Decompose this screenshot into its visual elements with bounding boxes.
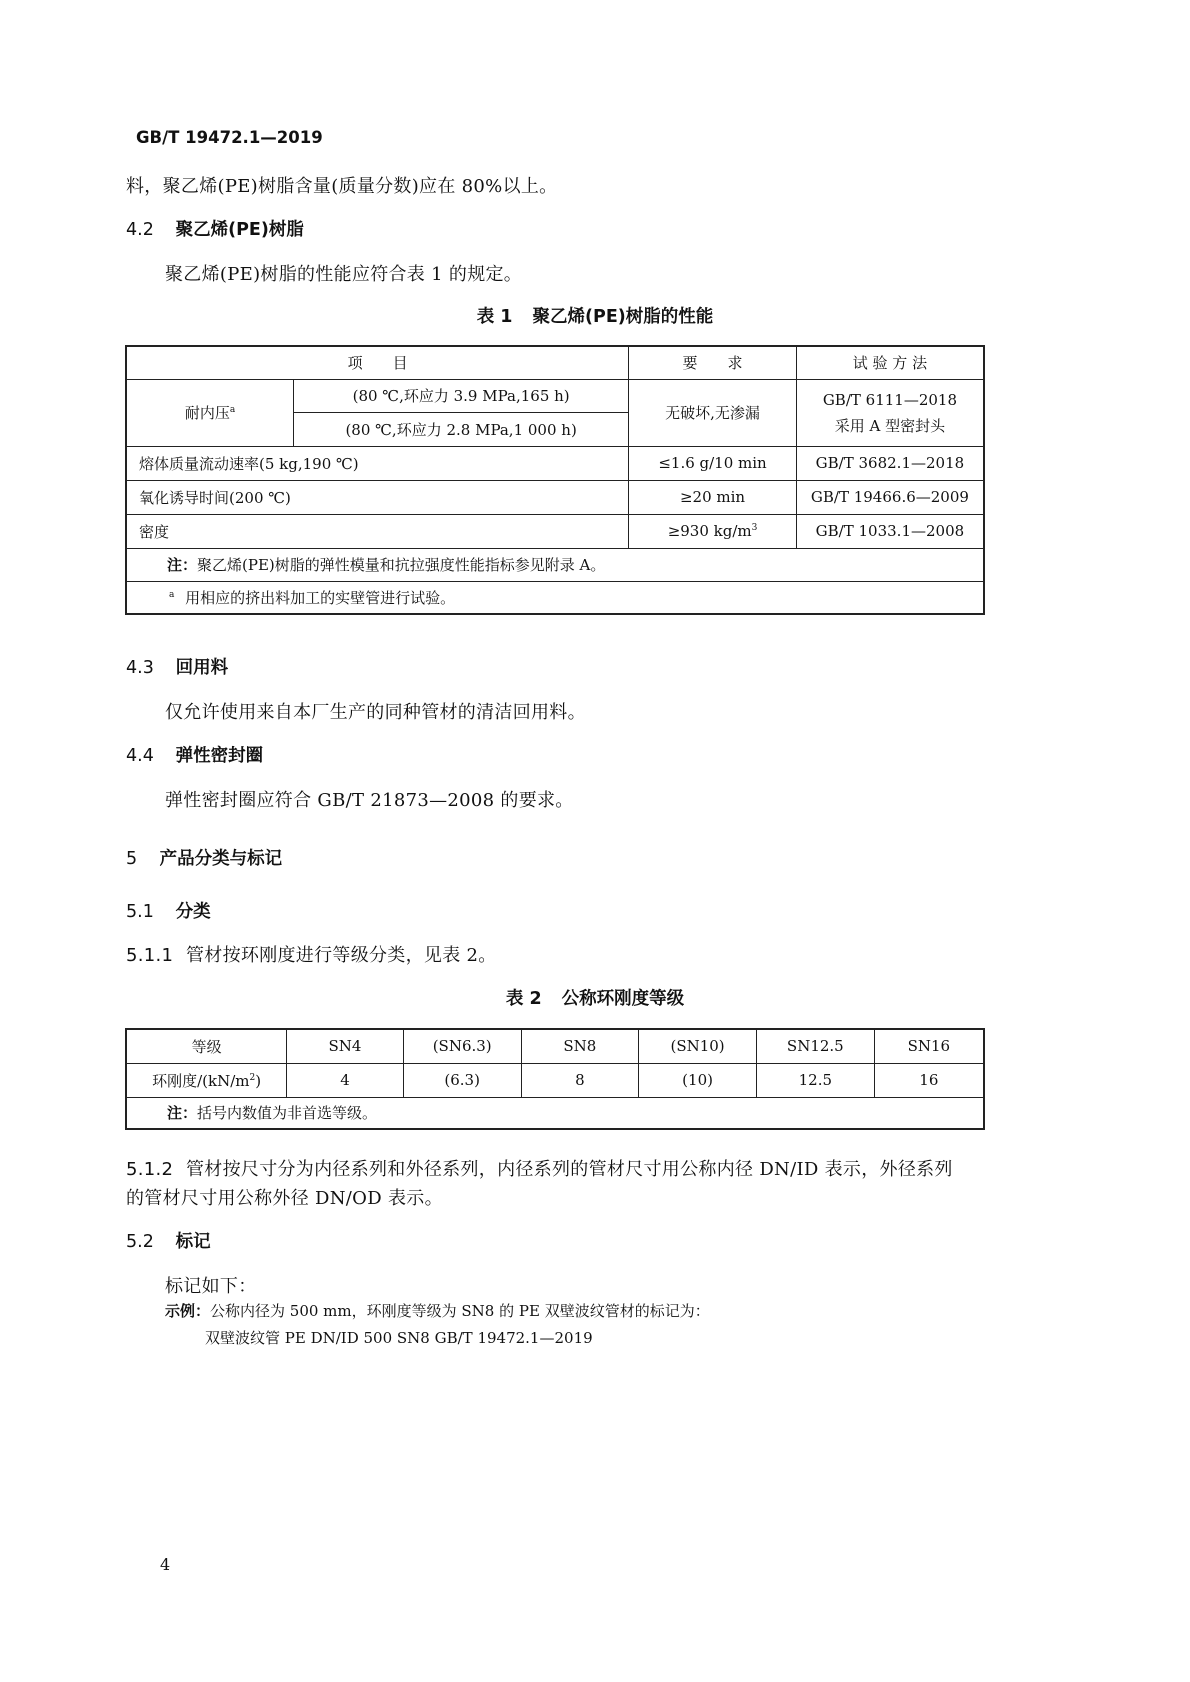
section-number: 4.2 (126, 220, 154, 240)
stiffness-value: 16 (874, 1063, 984, 1097)
continuation-paragraph: 料，聚乙烯(PE)树脂含量(质量分数)应在 80%以上。 (126, 176, 558, 197)
page-number: 4 (160, 1555, 171, 1574)
table-row (126, 1063, 984, 1097)
section-5-1-2-line-1 (126, 1155, 953, 1181)
grade-cell: (SN10) (639, 1029, 757, 1063)
section-number: 5.2 (126, 1232, 154, 1252)
stiffness-value: 12.5 (756, 1063, 874, 1097)
grade-cell: (SN6.3) (403, 1029, 521, 1063)
section-body: 管材按环刚度进行等级分类，见表 2。 (186, 945, 497, 966)
mfr-label: 熔体质量流动速率(5 kg,190 ℃) (126, 446, 629, 480)
pressure-method-1: GB/T 6111—2018 (822, 390, 958, 409)
table-row (126, 548, 984, 581)
note-text: 括号内数值为非首选等级。 (197, 1104, 378, 1123)
table1-caption (0, 303, 1190, 328)
standard-id (136, 128, 323, 147)
stiffness-value: (10) (639, 1063, 757, 1097)
footnote-marker: a (169, 589, 175, 600)
density-exponent: 3 (751, 523, 758, 533)
header-method: 试 验 方 法 (796, 346, 984, 379)
note-label: 注： (167, 556, 198, 574)
pressure-method-2: 采用 A 型密封头 (834, 416, 946, 435)
grade-cell: SN16 (874, 1029, 984, 1063)
section-5-2-body: 标记如下： (165, 1276, 257, 1297)
grade-label: 等级 (126, 1029, 287, 1063)
example-text: 公称内径为 500 mm，环刚度等级为 SN8 的 PE 双壁波纹管材的标记为： (210, 1302, 710, 1320)
table2-caption-title: 公称环刚度等级 (561, 989, 685, 1009)
section-title: 聚乙烯(PE)树脂 (175, 220, 304, 240)
stiffness-label: 环刚度/(kN/m (152, 1071, 250, 1090)
table-row (126, 480, 984, 514)
section-4-2-body: 聚乙烯(PE)树脂的性能应符合表 1 的规定。 (165, 264, 523, 285)
footnote-text: 用相应的挤出料加工的实壁管进行试验。 (185, 588, 456, 607)
oit-label: 氧化诱导时间(200 ℃) (126, 480, 629, 514)
stiffness-exponent: 2 (249, 1072, 256, 1083)
section-title: 标记 (175, 1232, 211, 1252)
section-number: 4.4 (126, 746, 154, 766)
section-title: 产品分类与标记 (159, 849, 283, 869)
table1-note (126, 548, 984, 581)
section-5-1-heading (126, 898, 211, 923)
density-requirement: ≥930 kg/m (667, 522, 752, 540)
table2-caption-number: 表 2 (505, 989, 542, 1009)
grade-cell: SN12.5 (756, 1029, 874, 1063)
section-5-2-heading (126, 1228, 211, 1253)
stiffness-value: 8 (521, 1063, 639, 1097)
table-1 (125, 345, 985, 615)
table-row (126, 346, 984, 379)
density-method: GB/T 1033.1—2008 (796, 514, 984, 548)
example-marking: 双壁波纹管 PE DN/ID 500 SN8 GB/T 19472.1—2019 (205, 1329, 593, 1347)
example-label: 示例： (165, 1302, 211, 1320)
table-row (126, 1029, 984, 1063)
section-4-2-heading (126, 216, 304, 241)
section-5-1-1 (126, 941, 497, 967)
header-requirement: 要 求 (629, 346, 797, 379)
table-2 (125, 1028, 985, 1130)
section-4-4-body: 弹性密封圈应符合 GB/T 21873—2008 的要求。 (165, 790, 574, 811)
density-requirement-cell (629, 514, 797, 548)
section-title: 分类 (175, 902, 211, 922)
grade-cell: SN4 (287, 1029, 404, 1063)
table-row (126, 514, 984, 548)
stiffness-value: 4 (287, 1063, 404, 1097)
table1-caption-number: 表 1 (476, 307, 513, 327)
oit-requirement: ≥20 min (629, 480, 797, 514)
section-number: 5.1 (126, 902, 154, 922)
grade-cell: SN8 (521, 1029, 639, 1063)
section-4-4-heading (126, 742, 263, 767)
section-number: 5.1.2 (126, 1159, 174, 1180)
pressure-method-cell (796, 379, 984, 446)
pressure-label: 耐内压 (184, 404, 230, 422)
section-body: 管材按尺寸分为内径系列和外径系列，内径系列的管材尺寸用公称内径 DN/ID 表示，外径系列 (186, 1159, 953, 1180)
section-number: 5.1.1 (126, 945, 174, 966)
standard-id-text: GB/T 19472.1—2019 (136, 128, 323, 147)
stiffness-value: (6.3) (403, 1063, 521, 1097)
section-4-3-body: 仅允许使用来自本厂生产的同种管材的清洁回用料。 (165, 702, 586, 723)
header-item: 项 目 (126, 346, 629, 379)
pressure-condition-1: (80 ℃,环应力 3.9 MPa,165 h) (294, 379, 629, 412)
note-label: 注： (167, 1104, 198, 1123)
note-text: 聚乙烯(PE)树脂的弹性模量和抗拉强度性能指标参见附录 A。 (197, 556, 606, 574)
table1-caption-title: 聚乙烯(PE)树脂的性能 (532, 307, 714, 327)
section-number: 5 (126, 849, 138, 869)
density-label: 密度 (126, 514, 629, 548)
table-row (126, 446, 984, 480)
oit-method: GB/T 19466.6—2009 (796, 480, 984, 514)
table-row (126, 581, 984, 614)
table2-note (126, 1097, 984, 1129)
table2-caption (0, 985, 1190, 1010)
section-5-1-2-line-2: 的管材尺寸用公称外径 DN/OD 表示。 (126, 1188, 443, 1209)
section-title: 回用料 (175, 658, 229, 678)
section-4-3-heading (126, 654, 228, 679)
footnote-marker: a (229, 405, 236, 415)
table1-footnote (126, 581, 984, 614)
section-5-heading (126, 845, 282, 870)
table-row (126, 1097, 984, 1129)
example-line (165, 1300, 710, 1321)
stiffness-label-cell (126, 1063, 287, 1097)
section-number: 4.3 (126, 658, 154, 678)
mfr-method: GB/T 3682.1—2018 (796, 446, 984, 480)
pressure-label-cell (126, 379, 294, 446)
table-row (126, 379, 984, 412)
stiffness-label-suffix: ) (255, 1071, 262, 1090)
pressure-requirement: 无破坏,无渗漏 (629, 379, 797, 446)
section-title: 弹性密封圈 (175, 746, 264, 766)
pressure-condition-2: (80 ℃,环应力 2.8 MPa,1 000 h) (294, 412, 629, 446)
mfr-requirement: ≤1.6 g/10 min (629, 446, 797, 480)
